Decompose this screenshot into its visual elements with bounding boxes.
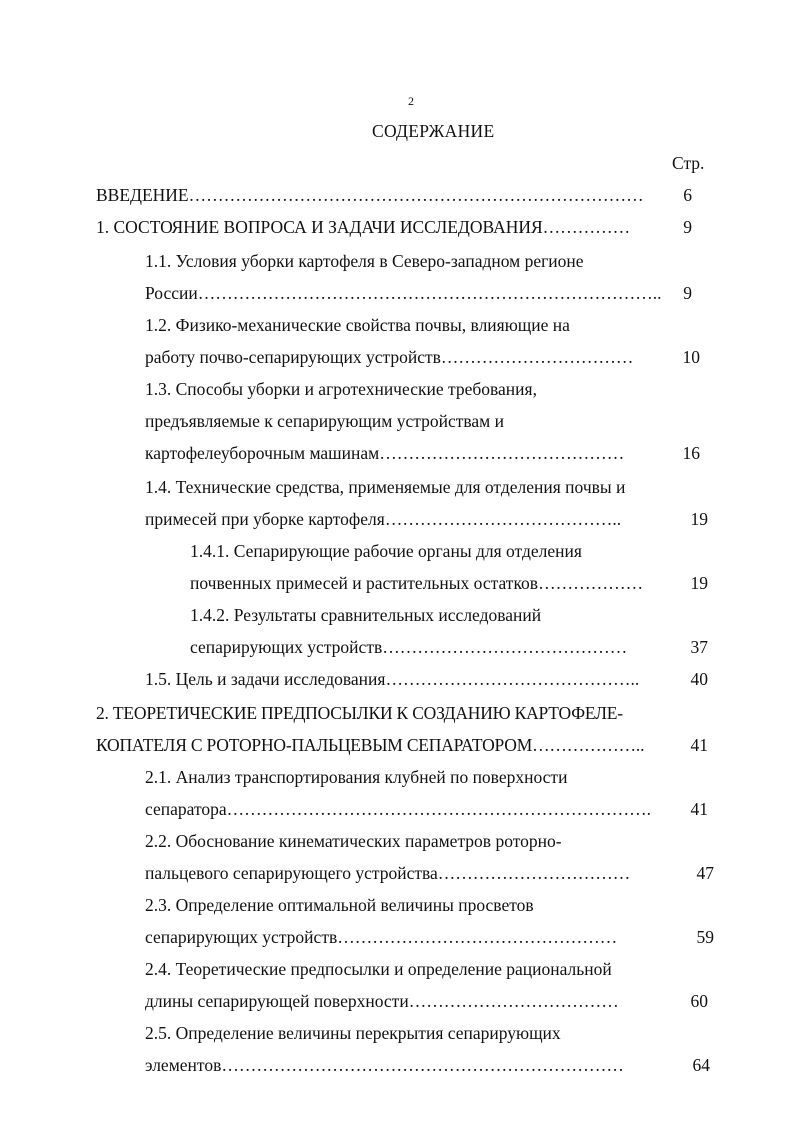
toc-entry-2-5-b: элементов…………………………………………………………… [145, 1055, 624, 1075]
toc-entry-2-4-a: 2.4. Теоретические предпосылки и определение рациональной [145, 959, 612, 979]
toc-page-2-2: 47 [696, 863, 714, 883]
toc-entry-1-5: 1.5. Цель и задачи исследования…………………………………….. [145, 669, 640, 689]
toc-page-2-1: 41 [690, 799, 708, 819]
toc-entry-2-3-b: сепарирующих устройств………………………………………… [145, 927, 618, 947]
toc-page-1-4: 19 [690, 509, 708, 529]
toc-page-1-3: 16 [682, 443, 700, 463]
toc-entry-1-1-b: России…………………………………………………………………….. [145, 283, 662, 303]
toc-page-2-4: 60 [690, 991, 708, 1011]
toc-entry-1-3-c: картофелеуборочным машинам…………………………………… [145, 443, 625, 463]
toc-page-1-4-2: 37 [690, 637, 708, 657]
toc-entry-ch2-a: 2. ТЕОРЕТИЧЕСКИЕ ПРЕДПОСЫЛКИ К СОЗДАНИЮ КАРТОФЕЛЕ- [96, 703, 623, 723]
toc-page-2-5: 64 [692, 1055, 710, 1075]
toc-entry-1-4-2-a: 1.4.2. Результаты сравнительных исследований [190, 605, 542, 625]
toc-page-1-5: 40 [690, 669, 708, 689]
toc-page-2-3: 59 [696, 927, 714, 947]
toc-entry-1-2-a: 1.2. Физико-механические свойства почвы, влияющие на [145, 315, 570, 335]
toc-entry-1-4-1-a: 1.4.1. Сепарирующие рабочие органы для отделения [190, 541, 582, 561]
toc-entry-1-4-1-b: почвенных примесей и растительных остатков……………… [190, 573, 644, 593]
toc-entry-2-3-a: 2.3. Определение оптимальной величины просветов [145, 895, 534, 915]
toc-entry-2-1-a: 2.1. Анализ транспортирования клубней по поверхности [145, 767, 568, 787]
page-number: 2 [408, 94, 414, 108]
toc-entry-ch2-b: КОПАТЕЛЯ С РОТОРНО-ПАЛЬЦЕВЫМ СЕПАРАТОРОМ……………….. [96, 735, 645, 755]
toc-entry-1-3-b: предъявляемые к сепарирующим устройствам и [145, 411, 504, 431]
toc-entry-2-2-b: пальцевого сепарирующего устройства…………………………… [145, 863, 631, 883]
toc-entry-1-4-b: примесей при уборке картофеля………………………………….. [145, 509, 622, 529]
toc-entry-2-5-a: 2.5. Определение величины перекрытия сепарирующих [145, 1023, 561, 1043]
toc-page-1-4-1: 19 [690, 573, 708, 593]
toc-page-1-2: 10 [682, 347, 700, 367]
toc-entry-intro: ВВЕДЕНИЕ…………………………………………………………………… [96, 185, 644, 205]
toc-page-ch1: 9 [683, 217, 692, 237]
page-title: СОДЕРЖАНИЕ [372, 121, 495, 141]
toc-entry-1-1-a: 1.1. Условия уборки картофеля в Северо-западном регионе [145, 251, 584, 271]
toc-page-1-1: 9 [683, 283, 692, 303]
toc-entry-1-4-2-b: сепарирующих устройств…………………………………… [190, 637, 628, 657]
toc-entry-2-2-a: 2.2. Обоснование кинематических параметров роторно- [145, 831, 562, 851]
toc-entry-ch1: 1. СОСТОЯНИЕ ВОПРОСА И ЗАДАЧИ ИССЛЕДОВАНИЯ…………… [96, 217, 631, 237]
toc-entry-2-4-b: длины сепарирующей поверхности……………………………… [145, 991, 619, 1011]
page-column-header: Стр. [672, 153, 705, 173]
toc-entry-1-3-a: 1.3. Способы уборки и агротехнические требования, [145, 379, 537, 399]
toc-entry-1-4-a: 1.4. Технические средства, применяемые для отделения почвы и [145, 477, 626, 497]
toc-page-intro: 6 [683, 185, 692, 205]
toc-page-ch2: 41 [690, 735, 708, 755]
toc-entry-1-2-b: работу почво-сепарирующих устройств…………………………… [145, 347, 634, 367]
toc-entry-2-1-b: сепаратора………………………………………………………………. [145, 799, 652, 819]
